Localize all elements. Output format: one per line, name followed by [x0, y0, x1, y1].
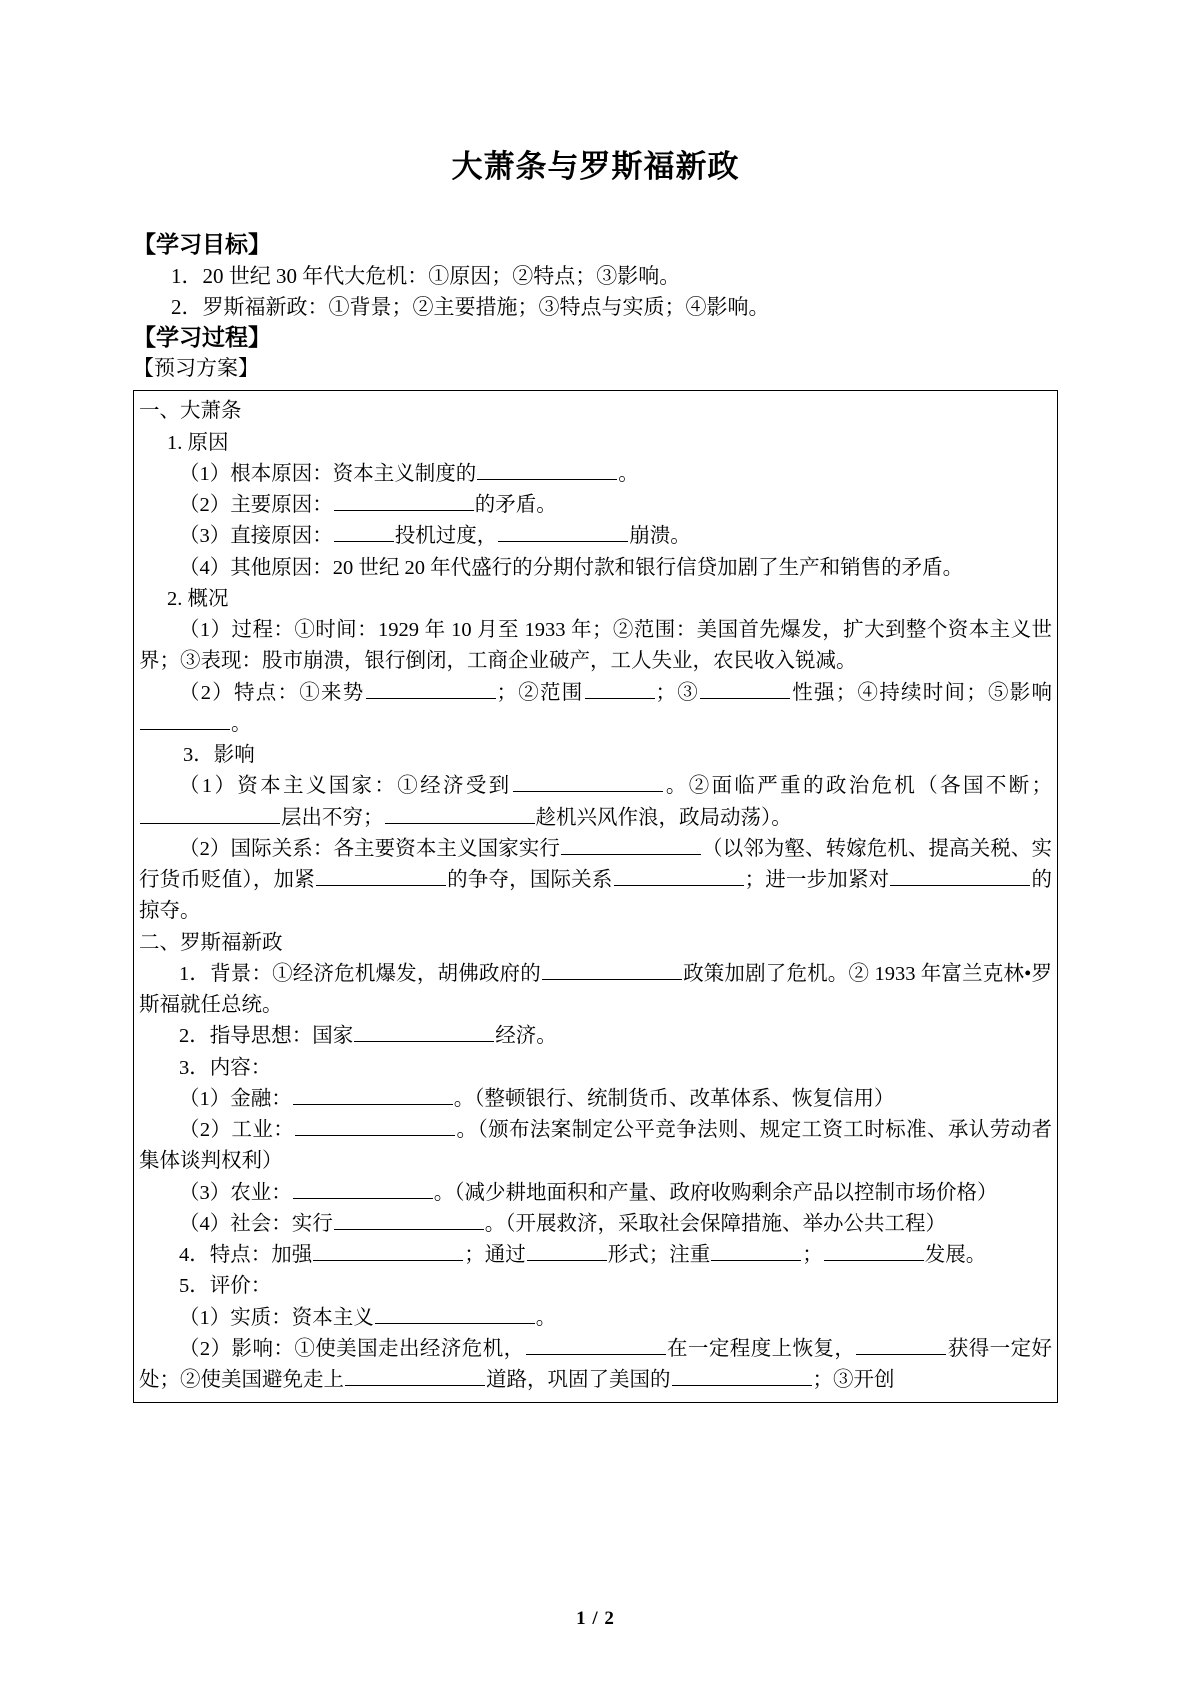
- item-1-3-2-text-a: （2）国际关系：各主要资本主义国家实行: [179, 837, 560, 860]
- item-2-5-1: [139, 1303, 1052, 1334]
- item-2-4-text-e: 发展。: [924, 1244, 987, 1266]
- fill-blank[interactable]: [542, 959, 682, 979]
- item-2-3-1-text-b: 。（整顿银行、统制货币、改革体系、恢复信用）: [453, 1087, 895, 1110]
- item-1-3-1-text-c: 不断；: [985, 775, 1053, 798]
- fill-blank[interactable]: [672, 1366, 812, 1386]
- item-1-1-3-text-b: 投机过度，: [394, 525, 498, 548]
- item-2-3-2-text-a: （2）工业：: [179, 1119, 295, 1141]
- fill-blank[interactable]: [334, 491, 474, 511]
- fill-blank[interactable]: [527, 1241, 607, 1261]
- section-1-heading: 一、大萧条: [139, 400, 242, 423]
- fill-blank[interactable]: [354, 1022, 494, 1042]
- item-1-1-1-text-a: （1）根本原因：资本主义制度的: [179, 462, 477, 485]
- fill-blank[interactable]: [513, 772, 663, 792]
- item-2-3-3-text-b: 。（减少耕地面积和产量、政府收购剩余产品以控制市场价格）: [433, 1181, 998, 1204]
- item-2-5-1-text-a: （1）实质：资本主义: [179, 1306, 374, 1329]
- item-1-1-1-text-b: 。: [618, 462, 639, 485]
- fill-blank[interactable]: [334, 522, 394, 542]
- section-1-2-heading: 2. 概况: [167, 587, 229, 610]
- fill-blank[interactable]: [140, 803, 280, 823]
- section-1-1-heading: 1. 原因: [167, 431, 229, 454]
- fill-blank[interactable]: [385, 803, 535, 823]
- item-1-2-2-text-b: ；②范围: [496, 681, 584, 704]
- page-title: 大萧条与罗斯福新政: [451, 149, 740, 184]
- item-2-3-4-text-a: （4）社会：实行: [179, 1212, 333, 1235]
- item-2-3-2: [139, 1115, 1052, 1178]
- fill-blank[interactable]: [293, 1178, 433, 1198]
- item-1-3-2-text-c: 的争夺，国际关系: [446, 869, 613, 891]
- item-1-1-2: [139, 490, 1052, 521]
- fill-blank[interactable]: [345, 1366, 485, 1386]
- item-2-3-1: [139, 1084, 1052, 1115]
- item-2-1-text-b: 政策加剧了危机。② 1933 年富兰克林•罗斯福就任总统。: [139, 962, 1052, 1016]
- fill-blank[interactable]: [366, 678, 496, 698]
- item-2-1: [139, 959, 1052, 1022]
- item-2-5-2-text-a: （2）影响：①使美国走出经济危机，: [179, 1337, 525, 1360]
- item-2-3-2-text-b: 。（颁布法案制定公平竞争法则、规定工资工时标准、承认劳动者集体谈判权利）: [139, 1119, 1053, 1173]
- fill-blank[interactable]: [375, 1303, 535, 1323]
- item-1-2-2-text-f: 。: [231, 712, 252, 735]
- fill-blank[interactable]: [824, 1241, 924, 1261]
- item-1-1-3-text-c: 崩溃。: [629, 525, 691, 548]
- item-1-2-2: [139, 678, 1052, 741]
- page-footer: 1 / 2: [576, 1608, 615, 1629]
- item-1-3-1-text-b: 。②面临严重的政治危机（各国: [663, 775, 986, 798]
- item-2-3-1-text-a: （1）金融：: [179, 1087, 292, 1110]
- fill-blank[interactable]: [561, 834, 701, 854]
- item-2-4-text-c: 形式；注重: [607, 1244, 711, 1266]
- fill-blank[interactable]: [585, 678, 655, 698]
- item-2-5-1-text-b: 。: [535, 1306, 557, 1329]
- fill-blank[interactable]: [477, 459, 617, 479]
- item-1-1-3-text-a: （3）直接原因：: [179, 525, 333, 548]
- fill-blank[interactable]: [700, 678, 790, 698]
- item-2-2-text-b: 经济。: [495, 1025, 557, 1048]
- item-1-1-3: [139, 521, 1052, 552]
- section-2-5-heading: 5．评价：: [179, 1275, 272, 1298]
- fill-blank[interactable]: [526, 1334, 666, 1354]
- item-1-3-1-text-a: （1）资本主义国家：①经济受到: [179, 775, 512, 798]
- item-1-1-1: [139, 459, 1052, 490]
- item-1-3-1-text-d: 层出不穷；: [281, 806, 384, 829]
- fill-blank[interactable]: [140, 709, 230, 729]
- item-1-3-2-text-e: 的掠夺。: [139, 869, 1053, 923]
- item-2-3-3: [139, 1178, 1052, 1209]
- item-2-2-text-a: 2．指导思想：国家: [179, 1025, 354, 1048]
- fill-blank[interactable]: [498, 522, 628, 542]
- item-1-3-1: [139, 771, 1052, 834]
- section-1-3-heading: 3．影响: [183, 744, 255, 766]
- document-body: [133, 187, 1058, 1404]
- item-1-2-2-text-c: ；③: [655, 681, 699, 704]
- worksheet-frame: [133, 390, 1058, 1403]
- fill-blank[interactable]: [313, 1241, 463, 1261]
- item-1-3-1-text-e: 趁机兴风作浪，政局动荡）。: [535, 806, 792, 829]
- item-2-2: [139, 1021, 1052, 1052]
- section-2-3-heading: 3．内容：: [179, 1056, 272, 1079]
- item-1-3-2-text-d: ；进一步加紧对: [744, 869, 890, 891]
- item-1-1-2-text-a: （2）主要原因：: [179, 494, 333, 516]
- item-2-5-2-text-d: 道路，巩固了美国的: [486, 1369, 671, 1391]
- item-2-3-4-text-b: 。（开展救济，采取社会保障措施、举办公共工程）: [484, 1212, 946, 1235]
- section-2-heading: 二、罗斯福新政: [139, 931, 283, 954]
- item-2-5-2-text-b: 在一定程度上恢复，: [666, 1337, 856, 1360]
- item-2-5-2: [139, 1334, 1052, 1397]
- objective-item-1: 1．20 世纪 30 年代大危机：①原因；②特点；③影响。: [171, 263, 681, 288]
- item-2-1-text-a: 1．背景：①经济危机爆发，胡佛政府的: [179, 962, 541, 985]
- fill-blank[interactable]: [856, 1334, 946, 1354]
- process-heading: 【学习过程】: [133, 325, 271, 351]
- objective-item-2: 2．罗斯福新政：①背景；②主要措施；③特点与实质；④影响。: [171, 294, 770, 319]
- fill-blank[interactable]: [293, 1084, 453, 1104]
- item-1-2-2-text-e: ；⑤影响: [966, 681, 1052, 704]
- item-1-2-2-text-d: 性强；④持续时间: [791, 681, 967, 704]
- item-1-2-2-text-a: （2）特点：①来势: [179, 681, 365, 704]
- item-2-4: [139, 1240, 1052, 1271]
- fill-blank[interactable]: [295, 1116, 455, 1136]
- item-2-3-4: [139, 1209, 1052, 1240]
- item-1-3-2-text-b: （以邻为壑、转嫁危机、提高关税、实行货币贬值），加紧: [139, 837, 1053, 891]
- objectives-heading: 【学习目标】: [133, 231, 271, 257]
- fill-blank[interactable]: [614, 866, 744, 886]
- item-2-5-2-text-e: ；③开创: [812, 1369, 895, 1391]
- fill-blank[interactable]: [890, 866, 1030, 886]
- item-1-2-1: （1）过程：①时间：1929 年 10 月至 1933 年；②范围：美国首先爆发，扩大到整个资本主义世界；③表现：股市崩溃，银行倒闭，工商企业破产，工人失业，农民收入锐减。: [139, 619, 1052, 673]
- fill-blank[interactable]: [334, 1209, 484, 1229]
- fill-blank[interactable]: [711, 1241, 801, 1261]
- item-1-3-2: [139, 834, 1052, 928]
- item-2-4-text-a: 4．特点：加强: [179, 1244, 313, 1266]
- item-2-3-3-text-a: （3）农业：: [179, 1181, 292, 1204]
- preview-plan-heading: 【预习方案】: [133, 356, 259, 381]
- item-1-1-2-text-b: 的矛盾。: [474, 494, 557, 516]
- item-1-1-4: （4）其他原因：20 世纪 20 年代盛行的分期付款和银行信贷加剧了生产和销售的矛盾。: [179, 556, 964, 579]
- fill-blank[interactable]: [316, 866, 446, 886]
- item-2-4-text-b: ；通过: [464, 1244, 526, 1266]
- item-2-5-2-text-c: 获得一定好处；②使美国避免走上: [139, 1337, 1053, 1391]
- item-2-4-text-d: ；: [802, 1244, 823, 1266]
